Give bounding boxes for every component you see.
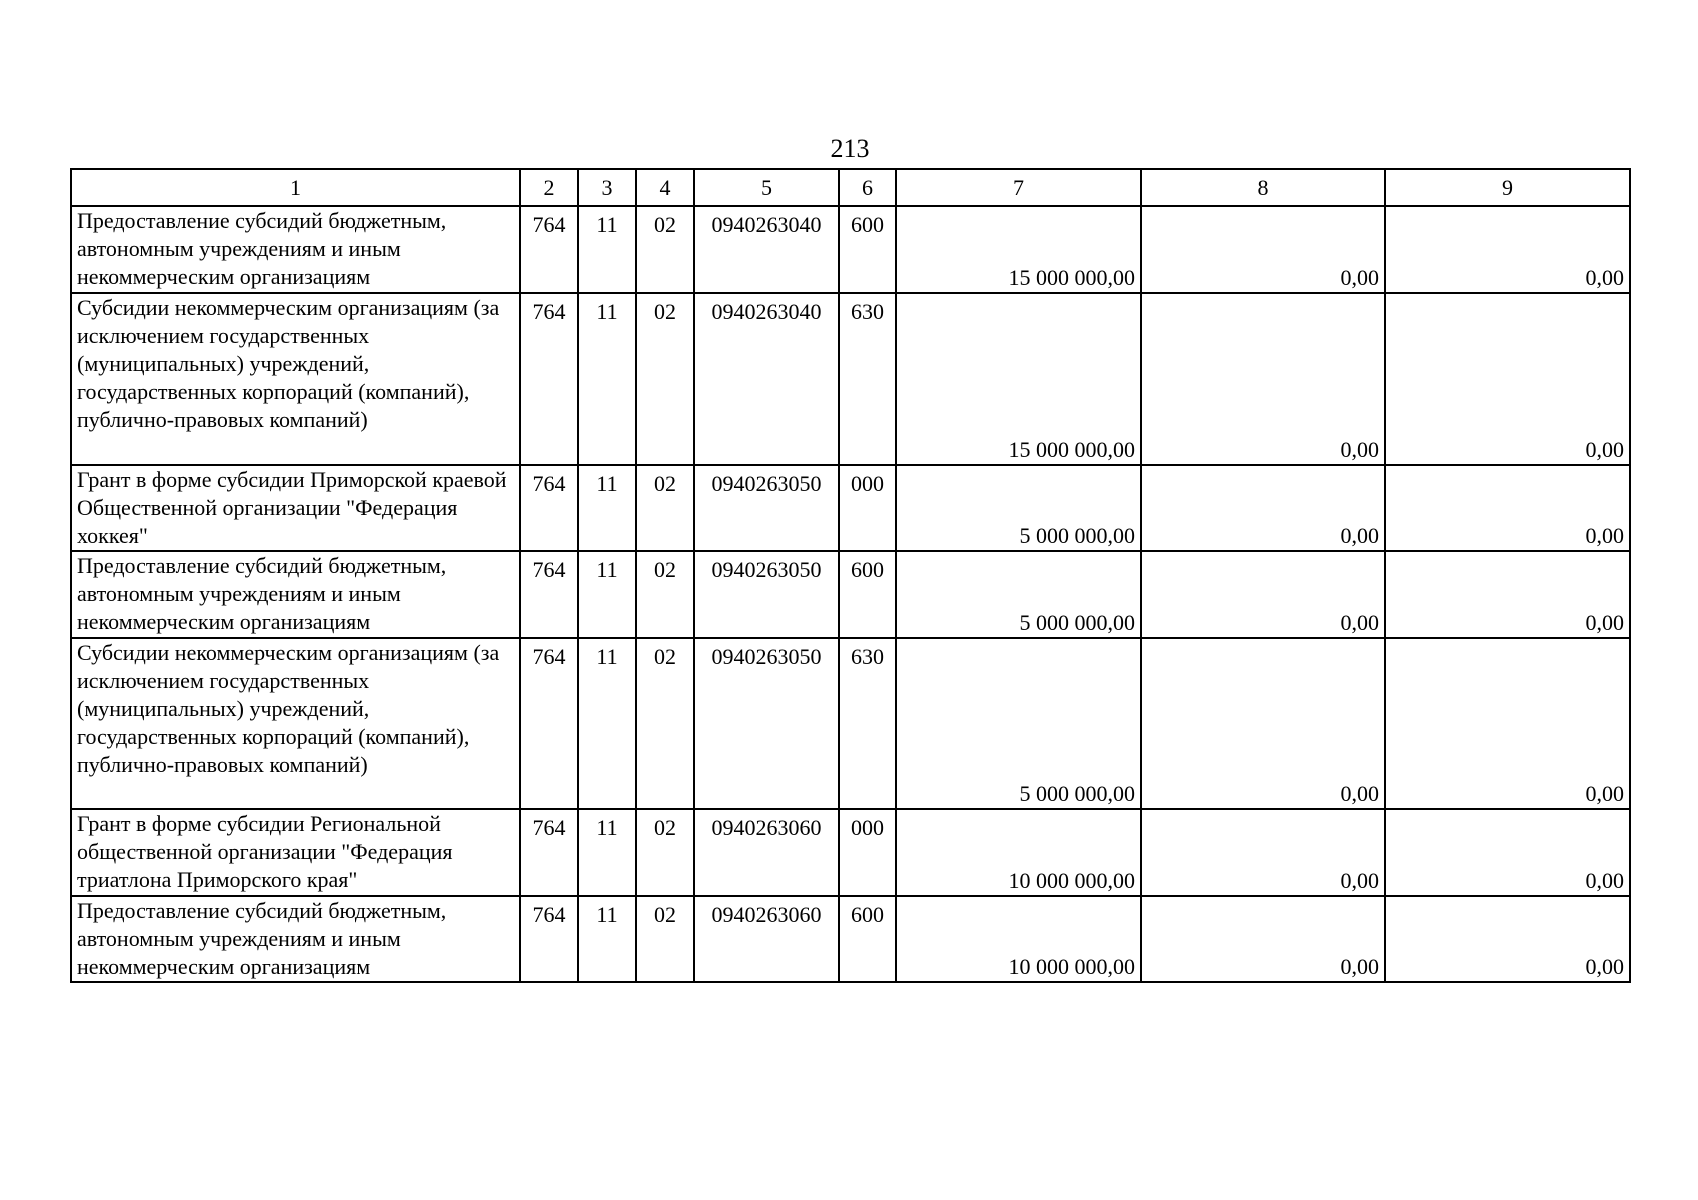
column-header: 6: [839, 169, 896, 206]
row-gr: 764: [520, 206, 578, 293]
table-row: [71, 551, 1630, 638]
header-row: [71, 169, 1630, 206]
column-header: 7: [896, 169, 1141, 206]
row-gr: 764: [520, 293, 578, 465]
row-pr: 02: [636, 465, 694, 551]
row-pr: 02: [636, 551, 694, 638]
table-row: [71, 896, 1630, 982]
table-header: [71, 169, 1630, 206]
row-pr: 02: [636, 206, 694, 293]
row-vr: 600: [839, 206, 896, 293]
row-name: Предоставление субсидий бюджетным, автономным учреждениям и иным некоммерческим организациям: [71, 206, 520, 293]
row-rz: 11: [578, 638, 636, 809]
row-sum-2: 0,00: [1141, 896, 1385, 982]
row-csr: 0940263050: [694, 638, 839, 809]
row-rz: 11: [578, 896, 636, 982]
row-name: Грант в форме субсидии Региональной общественной организации "Федерация триатлона Приморского края": [71, 809, 520, 896]
row-sum-3: 0,00: [1385, 896, 1630, 982]
row-gr: 764: [520, 638, 578, 809]
row-name: Грант в форме субсидии Приморской краевой Общественной организации "Федерация хоккея": [71, 465, 520, 551]
row-sum-2: 0,00: [1141, 465, 1385, 551]
table-row: [71, 293, 1630, 465]
row-vr: 000: [839, 809, 896, 896]
row-sum-3: 0,00: [1385, 465, 1630, 551]
column-header: 5: [694, 169, 839, 206]
row-vr: 000: [839, 465, 896, 551]
row-csr: 0940263050: [694, 465, 839, 551]
row-sum-1: 15 000 000,00: [896, 206, 1141, 293]
row-pr: 02: [636, 809, 694, 896]
row-name: Предоставление субсидий бюджетным, автономным учреждениям и иным некоммерческим организациям: [71, 551, 520, 638]
row-name: Субсидии некоммерческим организациям (за исключением государственных (муниципальных) учреждений, государственных корпораций (компаний), публично-правовых компаний): [71, 638, 520, 809]
row-name: Предоставление субсидий бюджетным, автономным учреждениям и иным некоммерческим организациям: [71, 896, 520, 982]
row-csr: 0940263040: [694, 206, 839, 293]
row-sum-2: 0,00: [1141, 638, 1385, 809]
column-header: 3: [578, 169, 636, 206]
row-sum-1: 15 000 000,00: [896, 293, 1141, 465]
row-sum-2: 0,00: [1141, 206, 1385, 293]
row-pr: 02: [636, 293, 694, 465]
row-gr: 764: [520, 809, 578, 896]
table-row: [71, 206, 1630, 293]
row-rz: 11: [578, 206, 636, 293]
page-number: 213: [830, 134, 870, 163]
column-header: 2: [520, 169, 578, 206]
row-sum-3: 0,00: [1385, 551, 1630, 638]
row-rz: 11: [578, 465, 636, 551]
row-sum-1: 10 000 000,00: [896, 896, 1141, 982]
row-sum-1: 10 000 000,00: [896, 809, 1141, 896]
row-sum-2: 0,00: [1141, 551, 1385, 638]
row-sum-1: 5 000 000,00: [896, 551, 1141, 638]
row-vr: 600: [839, 551, 896, 638]
row-pr: 02: [636, 896, 694, 982]
row-sum-2: 0,00: [1141, 809, 1385, 896]
row-csr: 0940263040: [694, 293, 839, 465]
row-gr: 764: [520, 551, 578, 638]
table-row: [71, 809, 1630, 896]
row-vr: 600: [839, 896, 896, 982]
row-sum-3: 0,00: [1385, 809, 1630, 896]
budget-table: [70, 168, 1631, 983]
row-sum-3: 0,00: [1385, 206, 1630, 293]
row-rz: 11: [578, 551, 636, 638]
row-sum-3: 0,00: [1385, 638, 1630, 809]
row-rz: 11: [578, 293, 636, 465]
table-row: [71, 465, 1630, 551]
column-header: 4: [636, 169, 694, 206]
table-row: [71, 638, 1630, 809]
row-csr: 0940263050: [694, 551, 839, 638]
row-sum-3: 0,00: [1385, 293, 1630, 465]
row-vr: 630: [839, 293, 896, 465]
row-csr: 0940263060: [694, 896, 839, 982]
row-csr: 0940263060: [694, 809, 839, 896]
row-name: Субсидии некоммерческим организациям (за исключением государственных (муниципальных) учреждений, государственных корпораций (компаний), публично-правовых компаний): [71, 293, 520, 465]
row-sum-1: 5 000 000,00: [896, 638, 1141, 809]
row-sum-2: 0,00: [1141, 293, 1385, 465]
row-pr: 02: [636, 638, 694, 809]
column-header: 8: [1141, 169, 1385, 206]
row-sum-1: 5 000 000,00: [896, 465, 1141, 551]
column-header: 9: [1385, 169, 1630, 206]
column-header: 1: [71, 169, 520, 206]
row-rz: 11: [578, 809, 636, 896]
row-gr: 764: [520, 896, 578, 982]
row-vr: 630: [839, 638, 896, 809]
row-gr: 764: [520, 465, 578, 551]
